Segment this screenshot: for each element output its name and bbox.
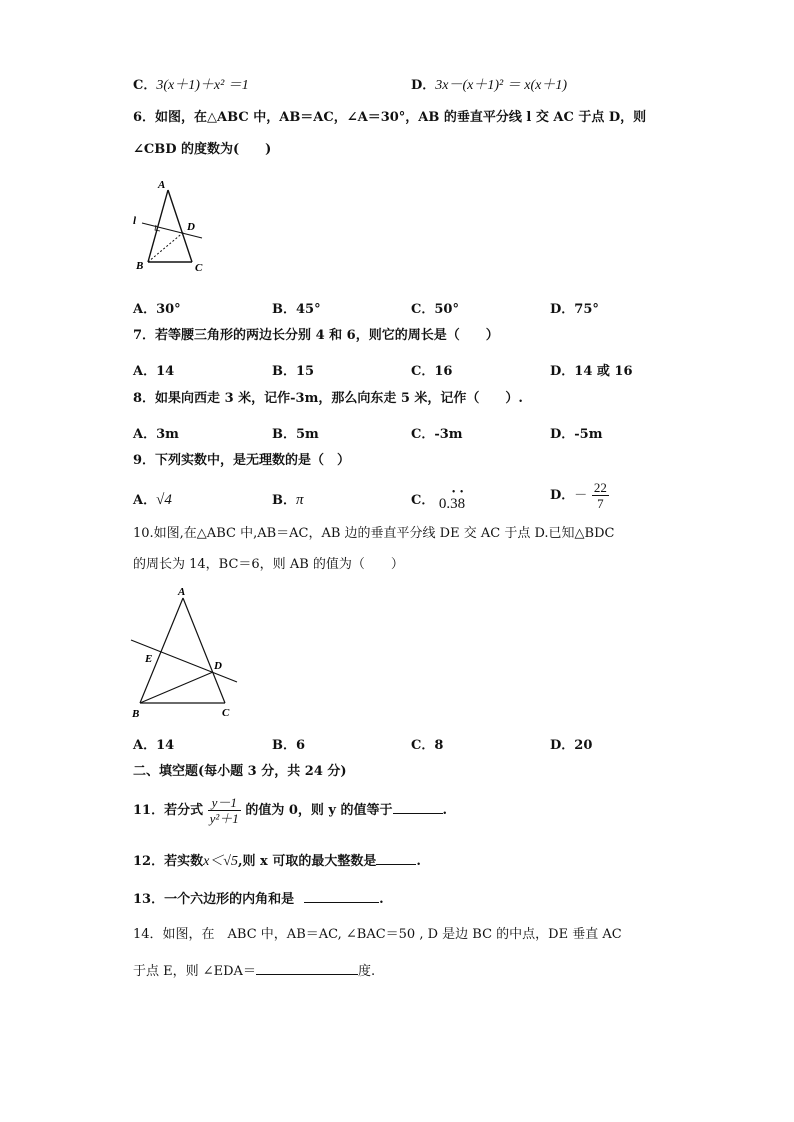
q8-option-a: A．3m [133,427,179,442]
q13-answer-blank[interactable] [304,890,379,903]
q6-option-c: C．50° [411,302,459,317]
q9-option-d: D．－ $\frac{22}{7}$ [550,480,607,511]
q10-label-c: C [222,707,230,719]
q7-option-c: C．16 [411,364,453,379]
q14-line2: 于点 E，则 ∠EDA＝ 度. [133,964,376,979]
q6-option-a: A．30° [133,302,181,317]
q6-stem-line2: ∠CBD 的度数为( ) [133,142,272,157]
q14-line1: 14．如图，在 ABC 中，AB＝AC, ∠BAC＝50 , D 是边 BC 的中点，DE 垂直 AC [133,927,622,942]
q6-label-b: B [136,260,144,272]
q5-option-d: D．3x－(x＋1)² ＝ x(x＋1) [411,78,567,93]
q9-option-c: C． 0.38 • • [411,487,466,512]
q6-label-l: l [133,215,137,227]
q6-option-b: B．45° [272,302,321,317]
q10-option-b: B．6 [272,738,306,753]
q6-stem-line1: 6．如图，在△ABC 中，AB＝AC，∠A＝30°，AB 的垂直平分线 l 交 AC 于点 D，则 [133,110,647,125]
q10-option-a: A．14 [133,738,175,753]
q6-segment-bd [148,231,185,262]
q11: 11．若分式 $\frac{y-1}{\text{y²＋1}}$ 的值为 0，则 y 的值等于 . [133,795,448,826]
q10-stem-line1: 10.如图,在△ABC 中,AB＝AC，AB 边的垂直平分线 DE 交 AC 于点 D.已知△BDC [133,526,615,541]
section-title-fill-in: 二、填空题(每小题 3 分，共 24 分) [133,764,347,779]
q5-option-c: C．3(x＋1)＋x² ＝1 [133,78,249,93]
q14-answer-blank[interactable] [256,962,358,975]
q7-option-a: A．14 [133,364,175,379]
q10-label-a: A [178,586,186,598]
q8-option-d: D．-5m [550,427,603,442]
q10-option-c: C．8 [411,738,444,753]
q9-stem: 9．下列实数中，是无理数的是（ ） [133,453,351,468]
q9-d-fraction: $\frac{22}{7}$ [593,480,607,511]
repeat-dot-2: • [459,487,464,498]
q10-side-ac [183,598,225,703]
q7-option-d: D．14 或 16 [550,364,633,379]
q9-repeating-decimal: 0.38 • • [438,487,466,512]
q11-answer-blank[interactable] [393,801,443,814]
q10-label-d: D [214,660,222,672]
q10-stem-line2: 的周长为 14，BC＝6，则 AB 的值为（ ） [133,557,404,572]
q6-label-d: D [187,221,195,233]
q8-stem: 8．如果向西走 3 米，记作-3m，那么向东走 5 米，记作（ ）. [133,391,523,406]
repeat-dot-1: • [451,487,456,498]
q8-option-b: B．5m [272,427,319,442]
q10-figure [128,584,248,722]
q6-option-d: D．75° [550,302,599,317]
q6-figure [130,176,220,276]
q10-option-d: D．20 [550,738,593,753]
q12: 12．若实数x＜√5,则 x 可取的最大整数是 . [133,854,421,869]
q13: 13．一个六边形的内角和是 . [133,892,384,907]
q6-label-a: A [158,179,166,191]
q6-side-ab [148,190,168,262]
q9-option-b: B．π [272,492,304,508]
q11-fraction: $\frac{y-1}{\text{y²＋1}}$ [209,795,239,826]
q7-option-b: B．15 [272,364,315,379]
q12-answer-blank[interactable] [376,852,416,865]
q6-label-c: C [195,262,203,274]
q10-label-b: B [132,708,140,720]
q7-stem: 7．若等腰三角形的两边长分别 4 和 6，则它的周长是（ ） [133,328,499,343]
q8-option-c: C．-3m [411,427,463,442]
q10-label-e: E [145,653,153,665]
q9-option-a: A．√4 [133,492,172,508]
